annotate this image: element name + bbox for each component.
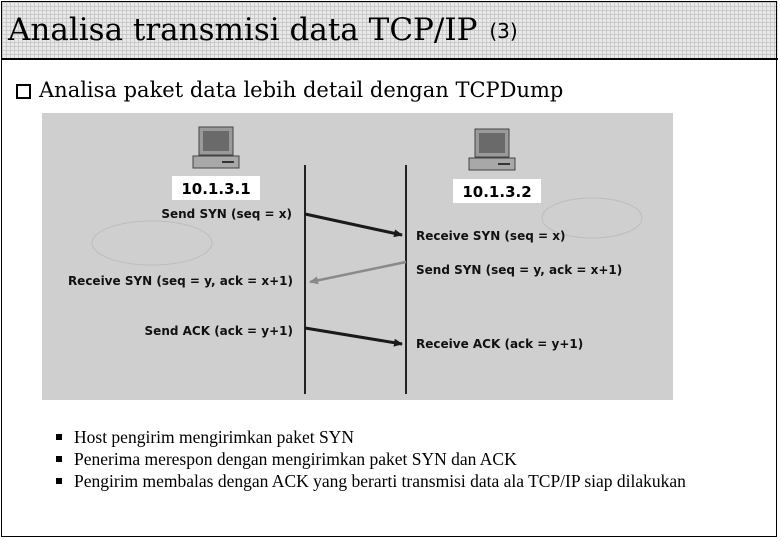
- ip-left-label: 10.1.3.1: [181, 180, 251, 198]
- bullet-text: Pengirim membalas dengan ACK yang berarti transmisi data ala TCP/IP siap dilakukan: [74, 471, 686, 491]
- label-send-syn: Send SYN (seq = x): [161, 207, 292, 221]
- bullet-text: Penerima merespon dengan mengirimkan paket SYN dan ACK: [74, 449, 517, 469]
- label-receive-ack: Receive ACK (ack = y+1): [416, 337, 584, 351]
- slide-title-suffix: (3): [489, 19, 518, 43]
- label-receive-syn-ack: Receive SYN (seq = y, ack = x+1): [67, 274, 293, 288]
- label-send-syn-ack: Send SYN (seq = y, ack = x+1): [416, 263, 623, 277]
- slide-title-main: Analisa transmisi data TCP/IP: [8, 12, 478, 48]
- ip-right-label: 10.1.3.2: [462, 183, 532, 201]
- label-receive-syn: Receive SYN (seq = x): [416, 229, 566, 243]
- bullet-text: Host pengirim mengirimkan paket SYN: [74, 427, 354, 447]
- section-heading-text: Analisa paket data lebih detail dengan TCPDump: [39, 78, 564, 102]
- label-send-ack: Send ACK (ack = y+1): [144, 324, 293, 338]
- slide-frame: [1, 1, 777, 537]
